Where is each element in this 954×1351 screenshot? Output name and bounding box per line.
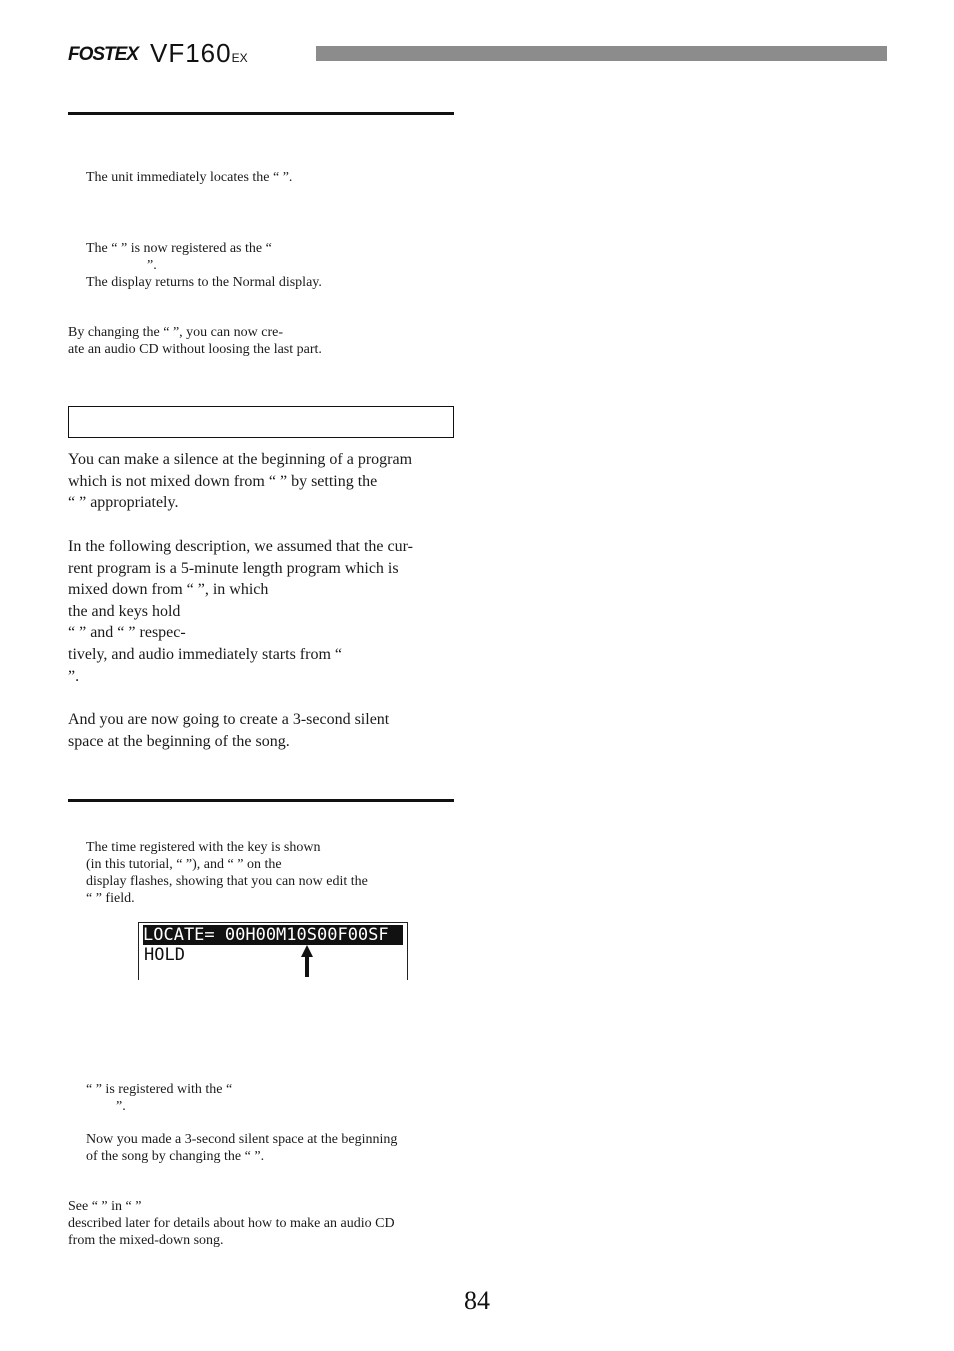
step-4-line-1: “ ” is registered with the “ — [86, 1082, 233, 1097]
step-1-text: The unit immediately locates the “ ”. — [86, 170, 293, 185]
para-2-line: the and keys hold — [68, 602, 181, 620]
section-rule-bottom — [68, 799, 454, 802]
para-2-line: rent program is a 5-minute length program which is — [68, 559, 399, 577]
header-bar — [316, 46, 887, 61]
para-2-line: tively, and audio immediately starts from “ — [68, 645, 342, 663]
note-2-line-2: described later for details about how to make an audio CD — [68, 1216, 395, 1231]
lcd-display — [138, 922, 408, 980]
para-3-line: And you are now going to create a 3-second silent — [68, 711, 390, 728]
para-2-line: mixed down from “ ”, in which — [68, 581, 269, 599]
note-2-line-3: from the mixed-down song. — [68, 1233, 224, 1248]
note-1-line-2: ate an audio CD without loosing the last part. — [68, 342, 322, 357]
step-4-line-2: ”. — [116, 1099, 126, 1114]
model-suffix: EX — [231, 51, 248, 65]
para-2-line: ”. — [68, 667, 80, 685]
step-3-line: (in this tutorial, “ ”), and “ ” on the — [86, 857, 282, 872]
model-name: VF160 — [150, 38, 232, 68]
fostex-logo: FOSTEX — [68, 44, 139, 65]
para-3-line: space at the beginning of the song. — [68, 732, 290, 750]
step-3-line: “ ” field. — [86, 891, 135, 906]
para-2-line: In the following description, we assumed that the cur- — [68, 538, 413, 555]
para-1-line: “ ” appropriately. — [68, 494, 179, 512]
step-3-line: The time registered with the key is shown — [86, 840, 321, 855]
section-rule-top — [68, 112, 454, 115]
para-1-line: You can make a silence at the beginning of a program — [68, 451, 413, 468]
step-3-line: display flashes, showing that you can now edit the — [86, 874, 368, 889]
section-para-1 — [68, 449, 455, 514]
page-number: 84 — [464, 1286, 490, 1315]
section-title-box — [68, 406, 454, 438]
lcd-locate-line: LOCATE= 00H00M10S00F00SF — [143, 925, 403, 945]
model-logo — [150, 38, 248, 69]
step-5-line-1: Now you made a 3-second silent space at the beginning — [86, 1132, 398, 1147]
step-2-line-2: ”. — [147, 258, 157, 273]
step-2-line-1: The “ ” is now registered as the “ — [86, 241, 272, 256]
para-2-line: “ ” and “ ” respec- — [68, 624, 186, 642]
step-2-line-3: The display returns to the Normal display. — [86, 275, 322, 290]
lcd-hold-line: HOLD — [144, 945, 185, 965]
note-1-line-1: By changing the “ ”, you can now cre- — [68, 325, 283, 340]
para-1-line: which is not mixed down from “ ” by setting the — [68, 472, 378, 490]
section-para-2 — [68, 536, 455, 687]
step-5-line-2: of the song by changing the “ ”. — [86, 1149, 265, 1164]
up-arrow-icon — [301, 945, 313, 977]
section-para-3 — [68, 709, 455, 752]
note-2-line-1: See “ ” in “ ” — [68, 1199, 142, 1214]
step-3-text — [86, 839, 456, 907]
